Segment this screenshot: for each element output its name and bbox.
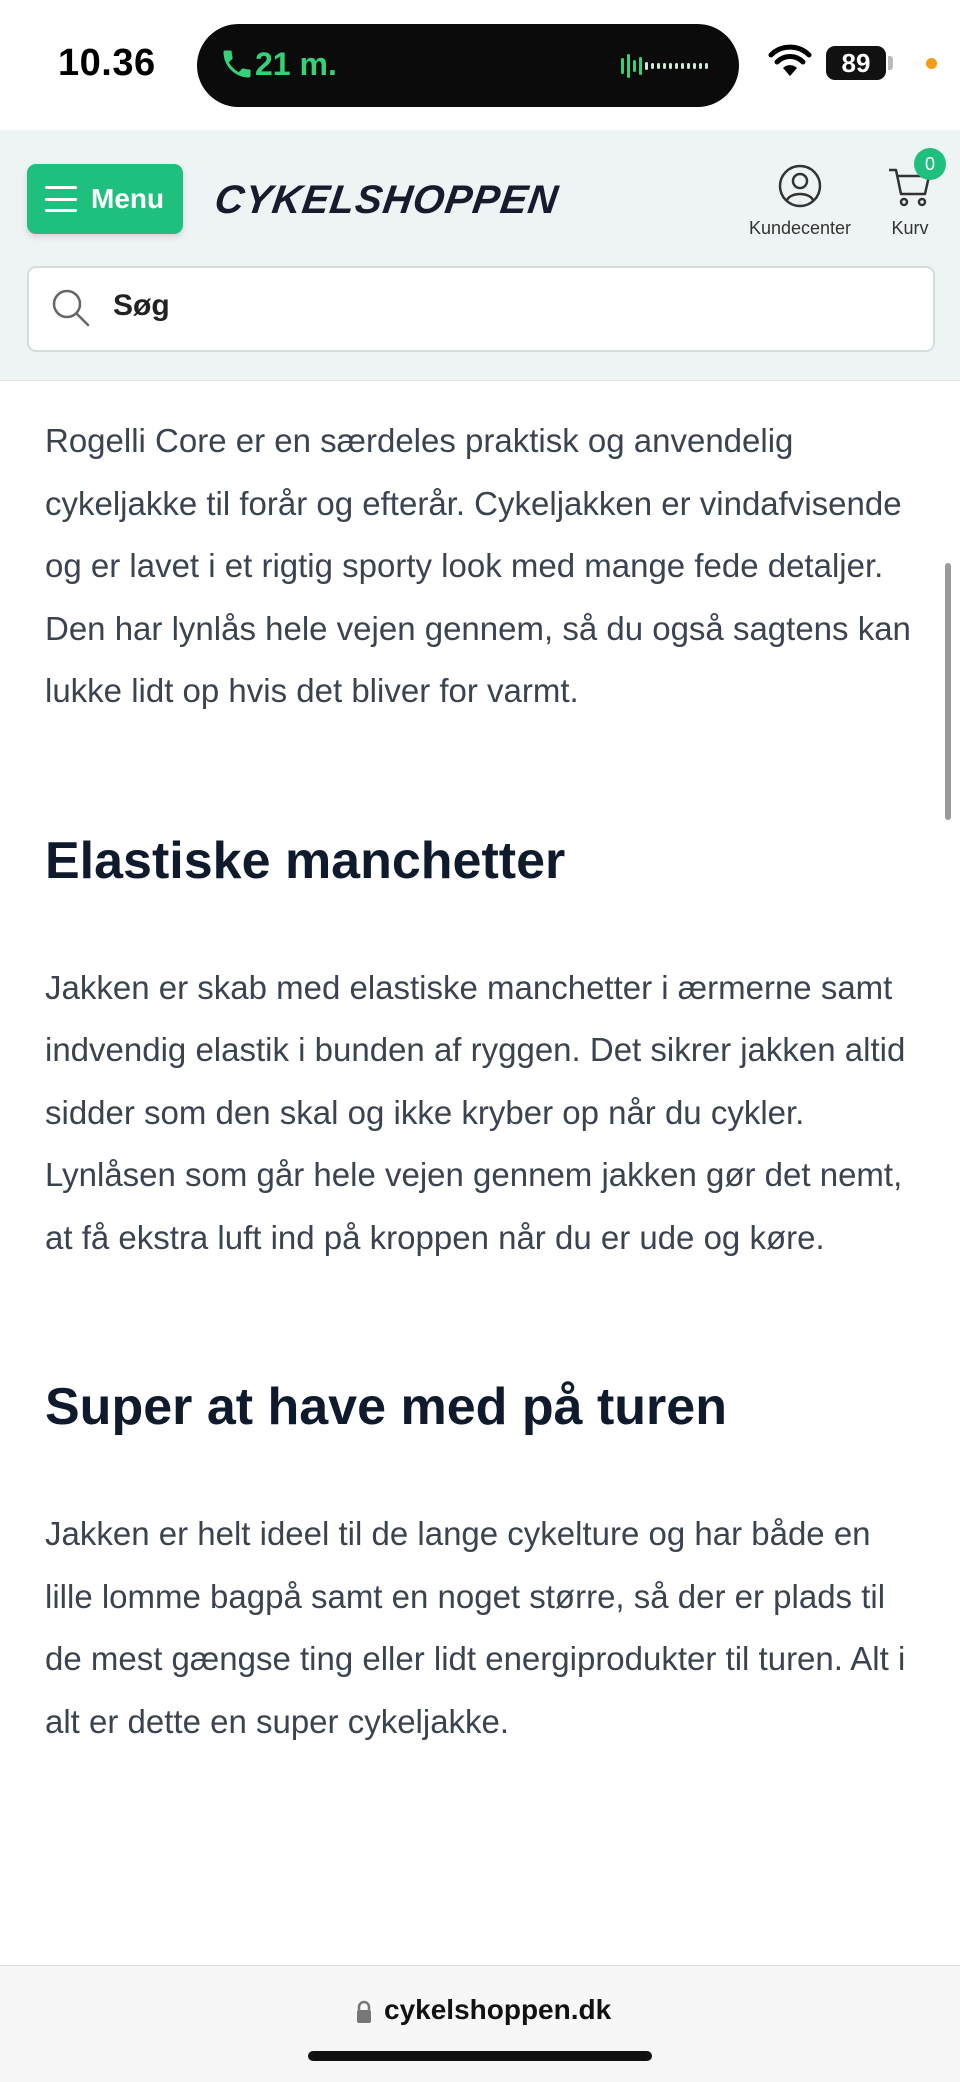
cart-link[interactable]: [880, 154, 940, 239]
site-logo[interactable]: CYKELSHOPPEN: [211, 178, 562, 222]
wifi-icon: [768, 44, 812, 78]
battery-indicator: 89: [826, 46, 886, 80]
section-paragraph: Jakken er helt ideel til de lange cykelture og har både en lille lomme bagpå samt en noget større, så der er plads til de mest gængse ting eller lidt energiprodukter til turen. Alt i alt er dette en super cykeljakke.: [45, 1515, 906, 1740]
menu-label: Menu: [91, 183, 165, 214]
cart-count-badge: 0: [914, 148, 946, 180]
section-paragraph: Jakken er skab med elastiske manchetter i ærmerne samt indvendig elastik i bunden af ryggen. Det sikrer jakken altid sidder som den skal og ikke kryber op når du cykler. Lynlåsen som går hele vejen gennem jakken gør det nemt, at få ekstra luft ind på kroppen når du er ude og køre.: [45, 968, 906, 1256]
search-input[interactable]: [111, 288, 895, 324]
scrollbar[interactable]: [945, 563, 951, 820]
url-text: cykelshoppen.dk: [384, 1994, 612, 2025]
home-indicator[interactable]: [308, 2051, 652, 2061]
site-header: [0, 130, 960, 381]
privacy-indicator-dot: [926, 58, 937, 69]
dynamic-island-call[interactable]: [197, 24, 739, 107]
browser-address-bar[interactable]: [0, 1965, 960, 2082]
product-description: [45, 380, 920, 1753]
cart-label: Kurv: [891, 218, 929, 238]
hamburger-icon: [45, 186, 77, 212]
section-heading: Super at have med på turen: [45, 1378, 727, 1436]
status-time: 10.36: [58, 42, 156, 84]
status-bar: [0, 0, 960, 130]
lock-icon: [356, 2000, 372, 2024]
menu-button[interactable]: [27, 164, 183, 234]
call-duration: 21 m.: [255, 46, 337, 82]
user-circle-icon: [778, 164, 822, 208]
phone-icon: [219, 46, 255, 82]
section-heading: Elastiske manchetter: [45, 831, 566, 890]
search-box[interactable]: [27, 266, 935, 352]
audio-waveform-icon: [621, 52, 711, 80]
customer-center-link[interactable]: [745, 164, 855, 239]
battery-cap: [888, 56, 893, 70]
intro-paragraph: Rogelli Core er en særdeles praktisk og anvendelig cykeljakke til forår og efterår. Cykeljakken er vindafvisende og er lavet i et rigtig sporty look med mange fede detaljer. Den har lynlås hele vejen gennem, så du også sagtens kan lukke lidt op hvis det bliver for varmt.: [45, 422, 911, 709]
customer-center-label: Kundecenter: [748, 218, 852, 238]
search-icon: [51, 288, 91, 328]
